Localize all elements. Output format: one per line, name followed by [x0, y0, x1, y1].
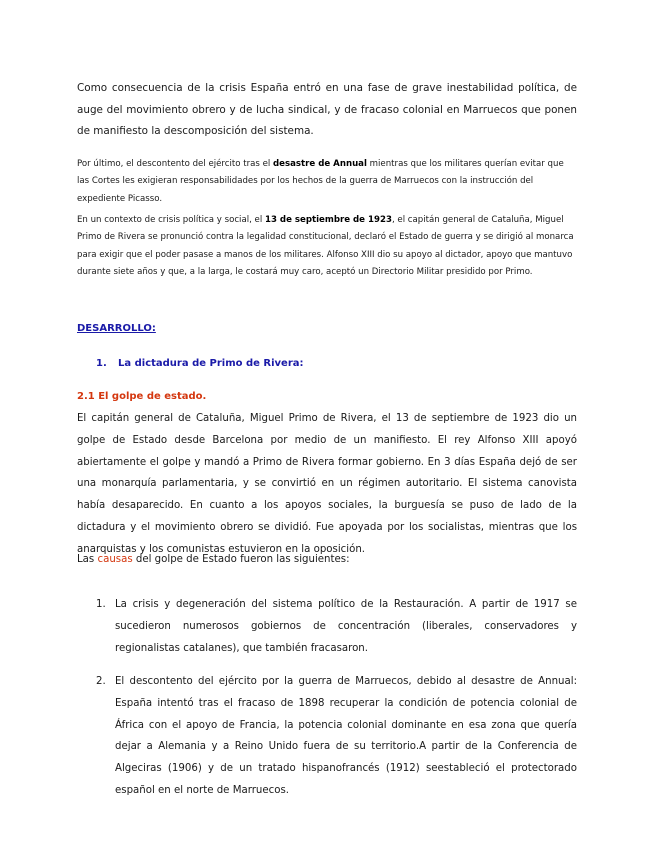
intro-paragraph-2 [77, 156, 577, 208]
p3-text-before: En un contexto de crisis política y social, el [77, 215, 265, 225]
section-heading-1 [96, 358, 304, 369]
p2-bold-annual: desastre de Annual [273, 159, 367, 169]
p2-text-after: mientras que los militares querían evitar que las Cortes les exigieran responsabilidades por los hechos de la guerra de Marruecos con la instrucción del expediente Picasso. [77, 159, 564, 204]
p2-text-before: Por último, el descontento del ejército tras el [77, 159, 274, 169]
list-item-number: 1. [96, 599, 106, 610]
p3-text-after: , el capitán general de Cataluña, Miguel Primo de Rivera se pronunció contra la legalidad constitucional, declaró el Estado de guerra y se dirigió al monarca para exigir que el poder pasase a manos de los militares. Alfonso XIII dio su apoyo al dictador, apoyo que mantuvo durante siete años y que, a la larga, le costará muy caro, aceptó un Directorio Militar presidido por Primo. [77, 215, 574, 278]
causas-intro [77, 554, 577, 565]
list-item-text: El descontento del ejército por la guerra de Marruecos, debido al desastre de Annual: España intentó tras el fracaso de 1898 recuperar la condición de potencia colonial de África con el apoyo de Francia, la potencia colonial dominante en esa zona que quería dejar a Alemania y a Reino Unido fuera de su territorio.A partir de la Conferencia de Algeciras (1906) y de un tratado hispanofrancés (1912) seestableció el protectorado español en el norte de Marruecos. [115, 676, 577, 796]
list-item [96, 671, 577, 802]
list-item-text: La crisis y degeneración del sistema político de la Restauración. A partir de 1917 se sucedieron numerosos gobiernos de concentración (liberales, conservadores y regionalistas catalanes), que también fracasaron. [115, 599, 577, 654]
subsection-heading-2-1: 2.1 El golpe de estado. [77, 391, 207, 402]
causas-word: causas [97, 554, 133, 565]
section-1-title: La dictadura de Primo de Rivera: [118, 358, 304, 369]
p5-text-before: Las [77, 554, 98, 565]
section-1-number: 1. [96, 358, 107, 369]
p3-bold-date: 13 de septiembre de 1923 [264, 215, 392, 225]
p5-text-after: del golpe de Estado fueron las siguientes: [132, 554, 350, 565]
intro-paragraph-1: Como consecuencia de la crisis España entró en una fase de grave inestabilidad política, de auge del movimiento obrero y de lucha sindical, y de fracaso colonial en Marruecos que ponen de manifiesto la descomposición del sistema. [77, 82, 577, 137]
list-item [96, 594, 577, 659]
golpe-paragraph: El capitán general de Cataluña, Miguel Primo de Rivera, el 13 de septiembre de 1923 dio un golpe de Estado desde Barcelona por medio de un manifiesto. El rey Alfonso XIII apoyó abiertamente el golpe y mandó a Primo de Rivera formar gobierno. En 3 días España dejó de ser una monarquía parlamentaria, y se convirtió en un régimen autoritario. El sistema canovista había desaparecido. En cuanto a los apoyos sociales, la burguesía se puso de lado de la dictadura y el movimiento obrero se dividió. Fue apoyada por los socialistas, mientras que los anarquistas y los comunistas estuvieron en la oposición. [77, 413, 577, 555]
desarrollo-heading: DESARROLLO: [77, 323, 156, 334]
list-item-number: 2. [96, 676, 106, 687]
intro-paragraph-3 [77, 212, 577, 282]
